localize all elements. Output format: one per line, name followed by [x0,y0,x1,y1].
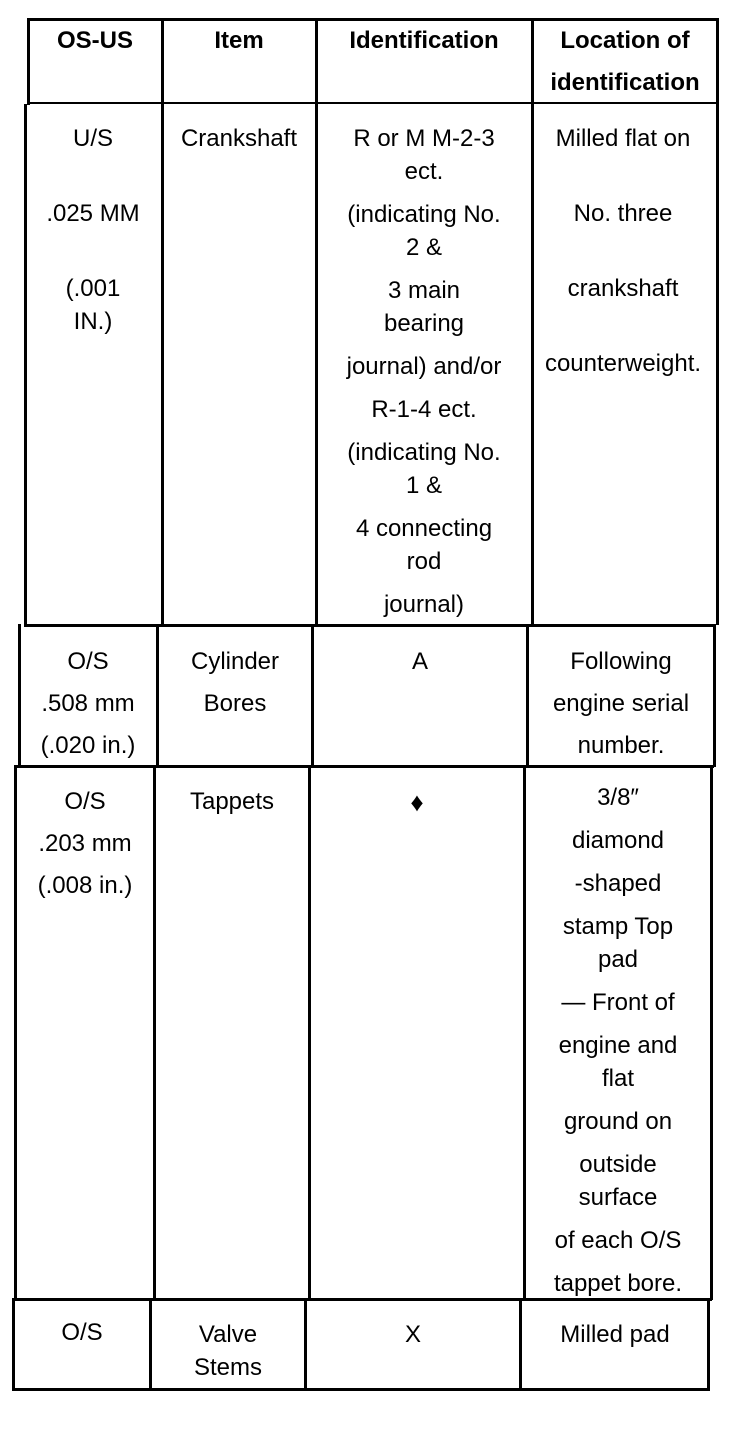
row3-location-line: 3/8″ [597,784,639,811]
row2-item [159,641,311,725]
row3-location-line: ground on [563,1108,673,1135]
row1-bottom-rule [24,624,716,627]
row2-identification [314,641,526,683]
row3-location-line: flat [601,1065,634,1092]
row1-identification-line: 1 & [405,472,443,499]
row1-identification-line: R or M M-2-3 [353,125,495,152]
row1-item [164,122,314,155]
row4-identification-line: X [404,1321,421,1348]
row1-identification-line: (indicating No. [347,439,501,466]
row1-os-us-line: .025 MM [46,200,140,227]
header-location [534,20,716,104]
row1-identification-line: 2 & [405,234,443,261]
row1-location-line: No. three [573,200,673,227]
header-location-line1: Location of [560,27,690,54]
column-divider-1 [161,18,164,625]
diamond-icon: ♦ [410,787,424,817]
row3-location-line: surface [578,1184,658,1211]
right-border [713,624,716,767]
header-os-us [30,20,160,62]
row3-location [526,781,710,1300]
header-os-us-label: OS-US [56,27,133,54]
right-border [710,765,713,1300]
row4-location-line: Milled pad [560,1321,670,1348]
row3-os-us [16,781,154,907]
row1-identification-line: ect. [404,158,444,185]
row4-item [152,1318,304,1384]
row1-identification-line: rod [406,548,442,575]
row4-os-us [14,1316,150,1349]
row3-location-line: pad [597,946,639,973]
row1-os-us-line: U/S [72,125,113,152]
row3-location-line: of each O/S [554,1227,682,1254]
row1-identification-line: journal) and/or [346,353,502,380]
row3-identification [311,781,523,823]
row4-os-us-line: O/S [61,1319,103,1346]
row3-item [156,781,308,823]
row2-os-us-line: O/S [67,648,109,675]
row4-item-line: Stems [193,1354,262,1381]
row1-location-line: Milled flat on [555,125,691,152]
row2-location-line: Following [570,648,672,675]
row3-location-line: tappet bore. [553,1270,683,1297]
row2-item-line: Cylinder [190,648,280,675]
row2-item-line: Bores [203,690,267,717]
row1-identification-line: journal) [383,591,465,618]
column-divider-2 [308,765,311,1300]
row1-identification [318,122,530,621]
row1-os-us-line: IN.) [73,308,113,335]
row3-location-line: stamp Top [562,913,674,940]
header-item [164,20,314,62]
row2-location-line: engine serial [552,690,690,717]
row2-os-us-line: (.020 in.) [40,732,136,759]
header-location-line2: identification [550,69,700,96]
left-border [24,104,27,626]
row4-identification [307,1318,519,1351]
row3-item-line: Tappets [189,788,275,815]
row2-os-us [20,641,156,767]
row3-location-line: — Front of [561,989,675,1016]
row1-identification-line: 3 main [387,277,461,304]
row3-os-us-line: .203 mm [38,830,132,857]
row1-identification-line: 4 connecting [355,515,493,542]
row2-location-line: number. [577,732,665,759]
row1-identification-line: bearing [383,310,465,337]
row3-location-line: engine and [558,1032,678,1059]
header-item-label: Item [214,27,264,54]
row3-location-line: diamond [571,827,665,854]
row1-identification-line: (indicating No. [347,201,501,228]
row2-os-us-line: .508 mm [41,690,135,717]
row1-identification-line: R-1-4 ect. [371,396,477,423]
row4-location [522,1318,708,1351]
row1-location-line: crankshaft [567,275,679,302]
row1-location [528,122,718,380]
table-bottom-border [12,1388,710,1391]
row4-item-line: Valve [198,1321,258,1348]
row2-location [529,641,713,767]
row1-item-label: Crankshaft [180,125,298,152]
row2-identification-line: A [411,648,428,675]
row3-os-us-line: O/S [64,788,106,815]
header-identification-label: Identification [349,27,499,54]
row1-location-line: counterweight. [544,350,702,377]
row3-location-line: -shaped [574,870,662,897]
row1-os-us-line: (.001 [65,275,121,302]
row1-os-us [28,122,158,338]
row3-location-line: outside [579,1151,657,1178]
row3-os-us-line: (.008 in.) [37,872,133,899]
header-identification [318,20,530,62]
